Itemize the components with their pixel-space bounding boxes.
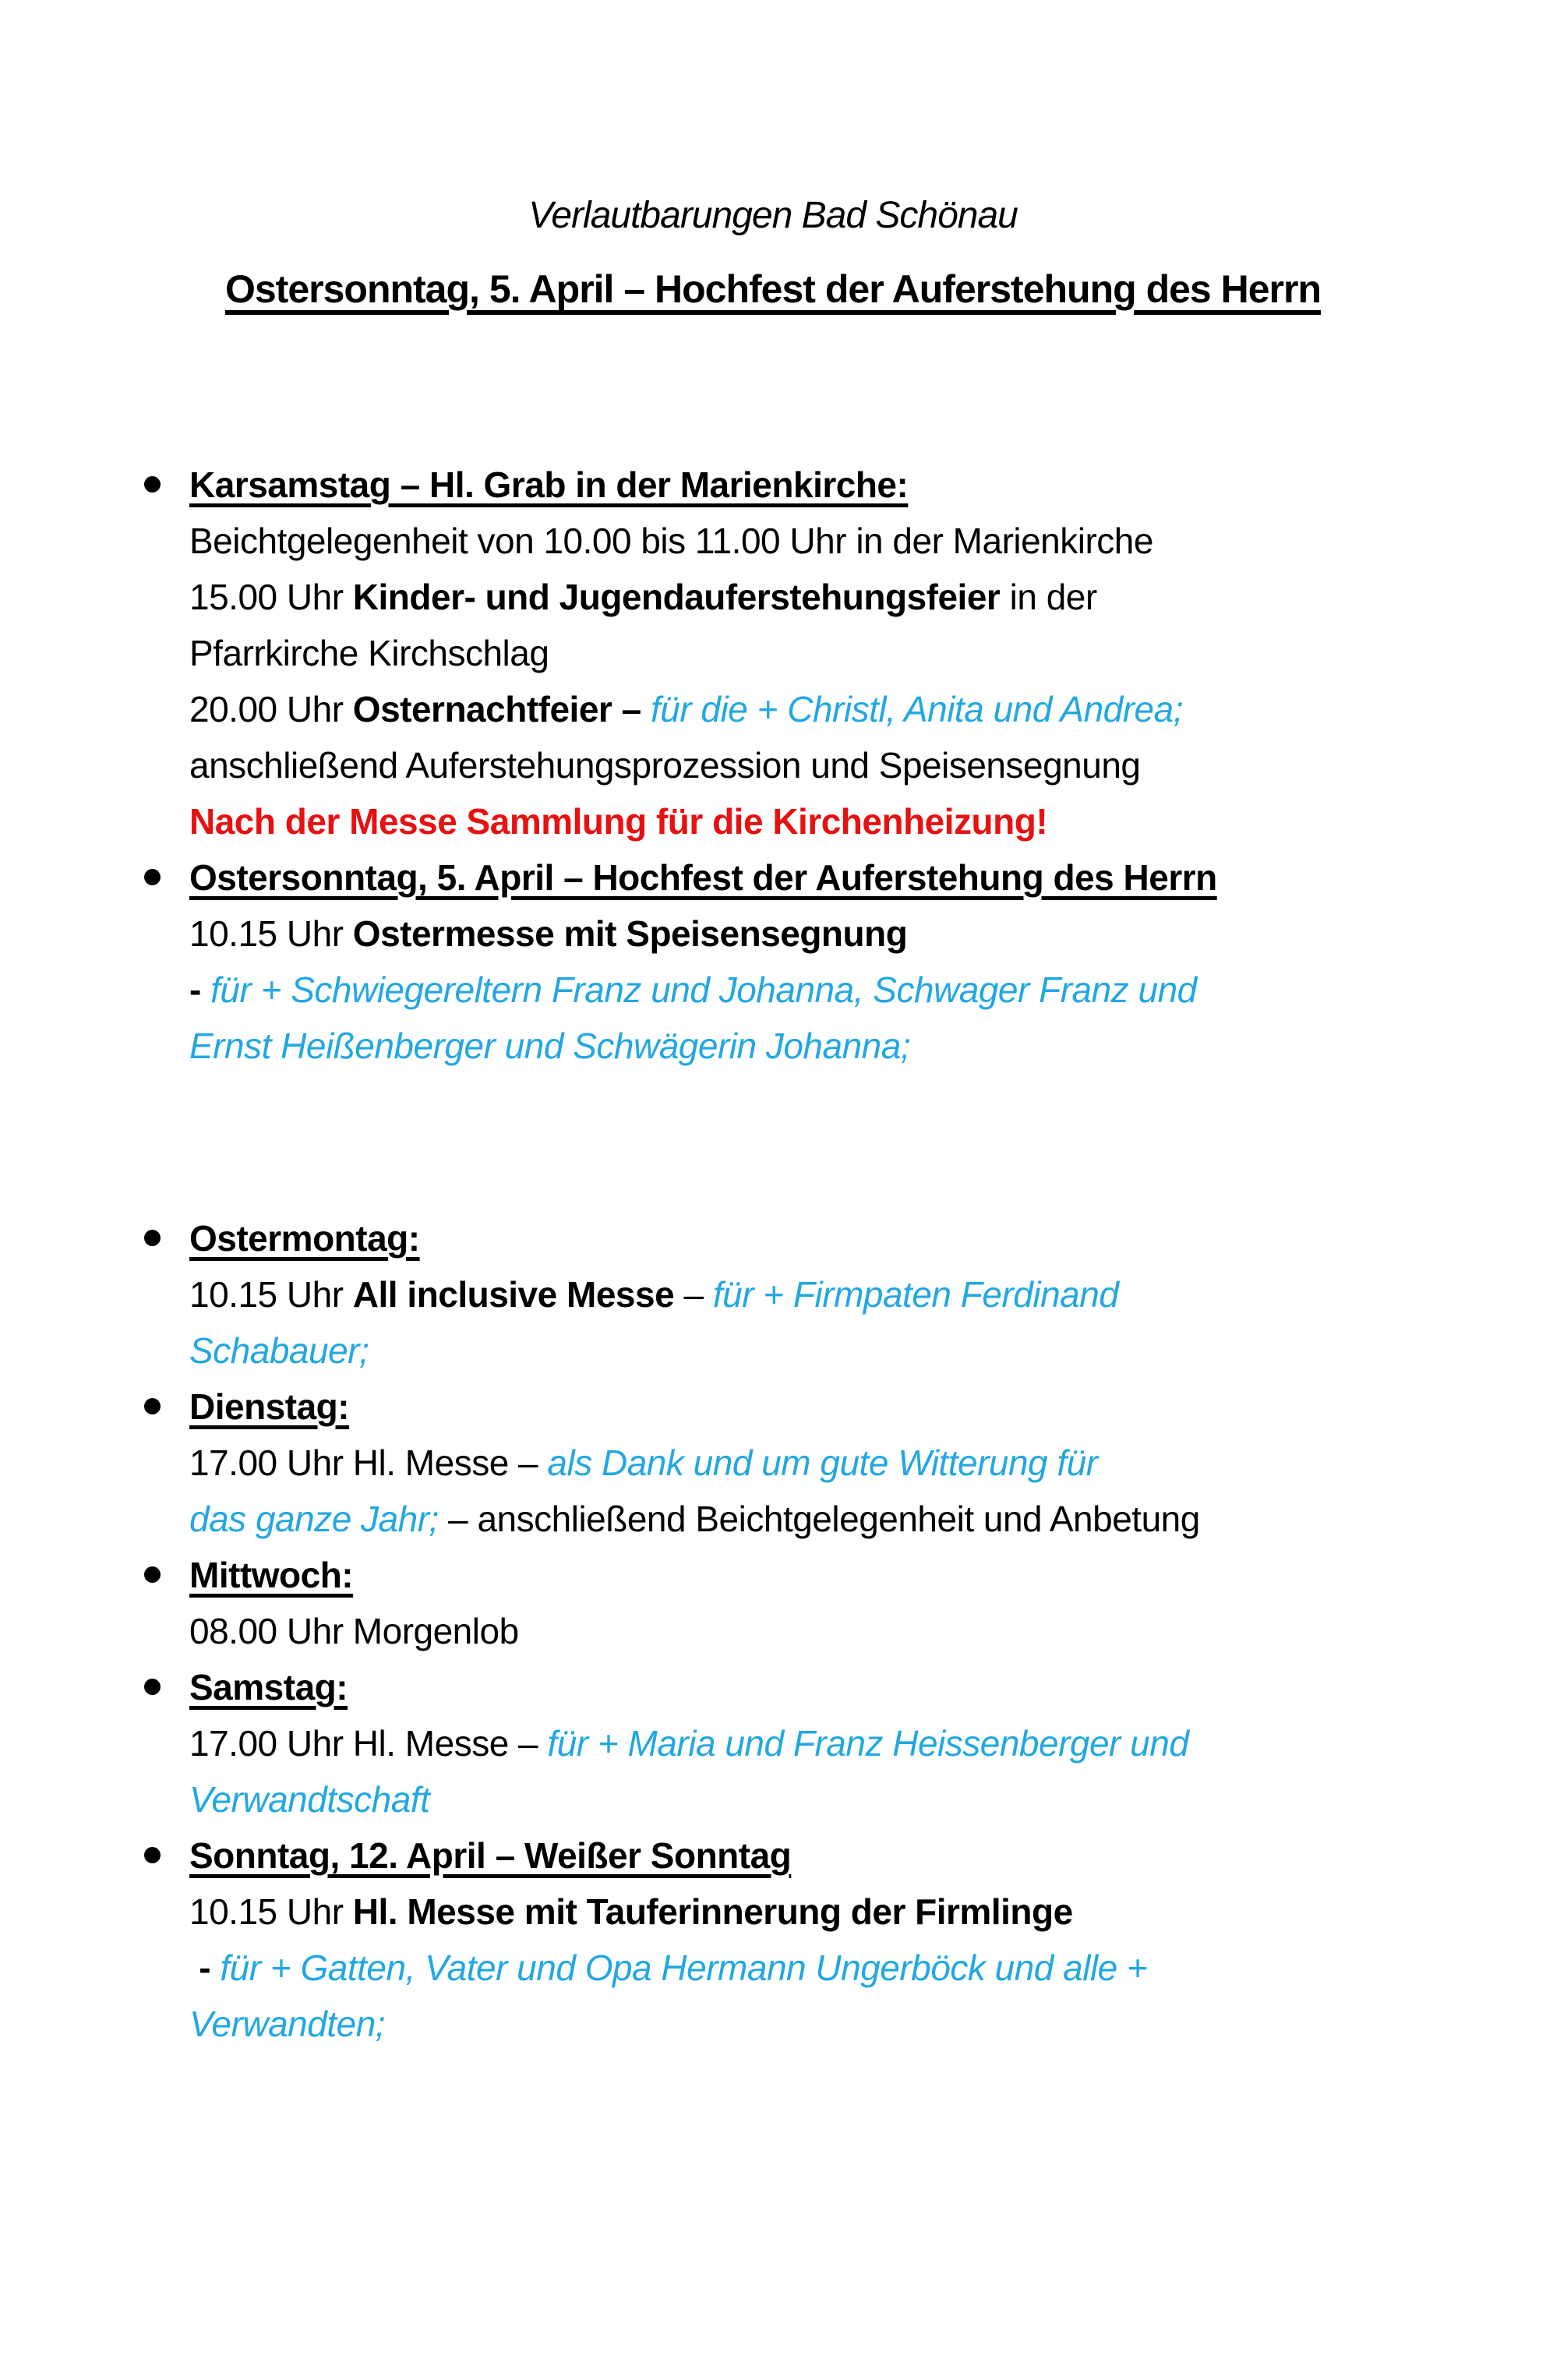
text-segment: Ernst Heißenberger und Schwägerin Johanna;: [189, 1026, 911, 1066]
text-line: [189, 1996, 1491, 2052]
text-segment: -: [199, 1947, 221, 1988]
text-segment: 17.00 Uhr Hl. Messe –: [189, 1442, 548, 1483]
list-item: [189, 457, 1491, 849]
text-line: [189, 1884, 1491, 1940]
text-line: [189, 906, 1491, 962]
text-segment: für + Maria und Franz Heissenberger und: [547, 1723, 1189, 1764]
text-segment: Verwandtschaft: [189, 1779, 430, 1820]
list-item: [189, 1659, 1491, 1827]
item-title-line: [189, 1210, 1491, 1266]
item-title: Ostersonntag, 5. April – Hochfest der Auferstehung des Herrn: [189, 857, 1217, 898]
text-segment: für + Schwiegereltern Franz und Johanna, Schwager Franz und: [210, 969, 1197, 1010]
item-title-line: [189, 1827, 1491, 1884]
item-title: Dienstag:: [189, 1386, 350, 1427]
item-title: Samstag:: [189, 1667, 348, 1707]
text-line: [189, 1491, 1491, 1547]
text-segment: für + Firmpaten Ferdinand: [712, 1274, 1119, 1315]
item-title: Sonntag, 12. April – Weißer Sonntag: [189, 1835, 792, 1876]
list-item: [189, 1547, 1491, 1659]
text-segment: 15.00 Uhr: [189, 577, 353, 617]
item-title: Mittwoch:: [189, 1555, 354, 1595]
text-segment: Osternachtfeier –: [352, 689, 651, 729]
text-segment: Beichtgelegenheit von 10.00 bis 11.00 Uhr in der Marienkirche: [189, 521, 1153, 561]
text-segment: -: [189, 969, 211, 1010]
text-segment: Kinder- und Jugendauferstehungsfeier: [352, 577, 1001, 617]
text-line: [189, 625, 1491, 681]
text-line: [189, 1715, 1491, 1771]
text-line: [189, 737, 1491, 793]
text-line: [189, 569, 1491, 625]
text-segment: in der: [1000, 577, 1097, 617]
document-page: [0, 193, 1546, 2380]
text-line: [189, 1018, 1491, 1074]
text-line: [189, 1940, 1491, 1996]
text-segment: Pfarrkirche Kirchschlag: [189, 633, 549, 673]
text-line: [189, 681, 1491, 737]
text-segment: für die + Christl, Anita und Andrea;: [650, 689, 1183, 729]
text-segment: als Dank und um gute Witterung für: [547, 1442, 1098, 1483]
list-item: [189, 1210, 1491, 1379]
text-segment: anschließend Auferstehungsprozession und Speisensegnung: [189, 745, 1141, 786]
announcement-list: [189, 457, 1491, 2052]
list-item: [189, 1379, 1491, 1547]
list-item: [189, 849, 1491, 1074]
text-segment: das ganze Jahr;: [189, 1499, 439, 1539]
text-line: [189, 1322, 1491, 1379]
text-line: [189, 1266, 1491, 1322]
text-line: [189, 962, 1491, 1018]
text-line: [189, 793, 1491, 849]
document-title: Verlautbarungen Bad Schönau: [528, 195, 1018, 236]
text-segment: [189, 1947, 199, 1988]
item-title-line: [189, 849, 1491, 906]
text-segment: – anschließend Beichtgelegenheit und Anbetung: [438, 1499, 1200, 1539]
document-heading: [0, 265, 1546, 313]
list-item: [189, 1827, 1491, 2052]
item-title-line: [189, 1547, 1491, 1603]
text-line: [189, 513, 1491, 569]
text-segment: Verwandten;: [189, 2004, 386, 2044]
item-title: Ostermontag:: [189, 1218, 420, 1259]
text-segment: –: [674, 1274, 713, 1315]
text-line: [189, 1435, 1491, 1491]
text-segment: für + Gatten, Vater und Opa Hermann Ungerböck und alle +: [220, 1947, 1148, 1988]
text-segment: 17.00 Uhr Hl. Messe –: [189, 1723, 548, 1764]
item-title-line: [189, 1659, 1491, 1715]
document-heading-text: Ostersonntag, 5. April – Hochfest der Auferstehung des Herrn: [224, 267, 1321, 311]
text-segment: Schabauer;: [189, 1330, 369, 1371]
text-segment: All inclusive Messe: [352, 1274, 675, 1315]
item-title-line: [189, 457, 1491, 513]
item-title-line: [189, 1379, 1491, 1435]
text-segment: 10.15 Uhr: [189, 913, 353, 954]
text-segment: Ostermesse mit Speisensegnung: [352, 913, 908, 954]
item-title: Karsamstag – Hl. Grab in der Marienkirche:: [189, 464, 909, 505]
text-segment: 10.15 Uhr: [189, 1891, 353, 1932]
text-segment: Nach der Messe Sammlung für die Kirchenheizung!: [189, 801, 1048, 842]
text-line: [189, 1603, 1491, 1659]
text-segment: 08.00 Uhr Morgenlob: [189, 1611, 519, 1651]
text-line: [189, 1771, 1491, 1827]
text-segment: Hl. Messe mit Tauferinnerung der Firmlinge: [352, 1891, 1073, 1932]
text-segment: 10.15 Uhr: [189, 1274, 353, 1315]
text-segment: 20.00 Uhr: [189, 689, 353, 729]
